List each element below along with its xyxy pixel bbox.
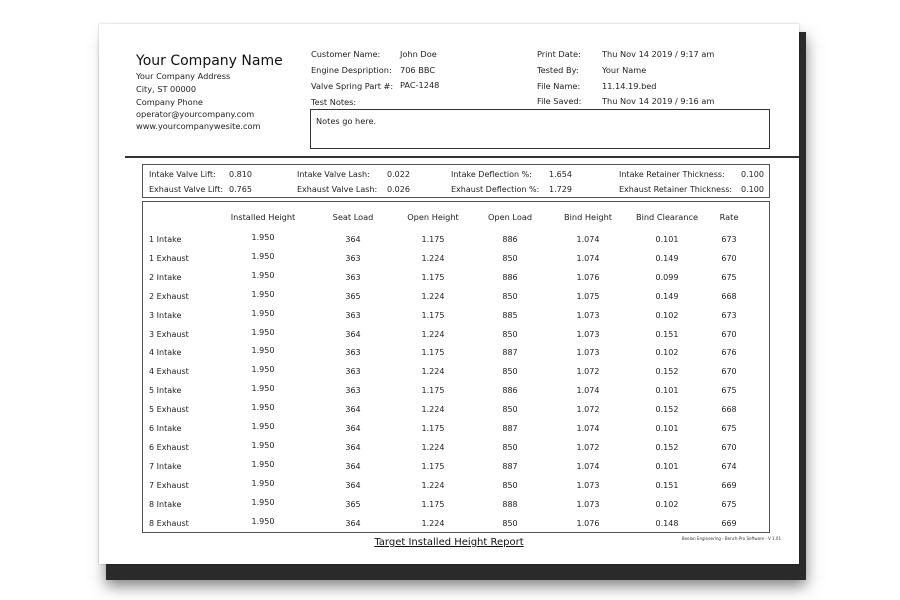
table-cell: 1.076	[576, 272, 600, 282]
table-cell: 1.950	[251, 478, 275, 488]
table-cell: 675	[721, 386, 737, 396]
table-cell: 850	[502, 367, 518, 377]
table-cell: 363	[345, 272, 361, 282]
exhaust-deflection-value: 1.729	[549, 185, 572, 194]
row-label: 7 Exhaust	[149, 480, 189, 490]
software-credit: Beelan Engineering - Bench-Pro Software - V 1.01	[681, 536, 781, 541]
table-cell: 886	[502, 272, 518, 282]
spring-part-value: PAC-1248	[400, 80, 440, 90]
table-cell: 1.175	[421, 424, 445, 433]
table-cell: 1.950	[251, 346, 275, 356]
table-cell: 668	[721, 405, 737, 415]
table-cell: 363	[345, 367, 361, 377]
table-cell: 1.224	[421, 253, 445, 263]
engine-description-label: Engine Despription:	[311, 65, 392, 75]
table-cell: 1.950	[251, 233, 275, 242]
table-cell: 1.073	[576, 499, 600, 509]
column-header: Seat Load	[332, 212, 374, 222]
table-cell: 1.224	[421, 291, 445, 301]
table-cell: 363	[345, 310, 361, 320]
table-cell: 885	[502, 310, 518, 320]
row-label: 6 Exhaust	[149, 442, 189, 452]
table-cell: 0.151	[655, 329, 679, 339]
exhaust-retainer-value: 0.100	[741, 185, 764, 194]
column-header: Bind Height	[564, 212, 612, 222]
table-cell: 0.102	[655, 310, 679, 320]
table-cell: 0.152	[655, 367, 679, 377]
table-cell: 364	[345, 235, 361, 244]
intake-retainer-value: 0.100	[741, 170, 764, 179]
table-cell: 1.950	[251, 270, 275, 280]
row-label: 4 Exhaust	[149, 367, 189, 377]
table-cell: 364	[345, 461, 361, 471]
table-cell: 1.073	[576, 480, 600, 490]
exhaust-retainer-label: Exhaust Retainer Thickness:	[619, 185, 733, 194]
customer-name-label: Customer Name:	[311, 49, 381, 59]
table-cell: 675	[721, 424, 737, 433]
table-cell: 0.152	[655, 405, 679, 415]
exhaust-lift-value: 0.765	[229, 185, 252, 194]
table-cell: 1.224	[421, 480, 445, 490]
row-label: 8 Intake	[149, 499, 182, 509]
table-cell: 886	[502, 235, 518, 244]
table-cell: 1.224	[421, 329, 445, 339]
table-cell: 0.148	[655, 518, 679, 528]
test-notes-box	[310, 109, 770, 149]
table-cell: 1.073	[576, 329, 600, 339]
table-cell: 364	[345, 329, 361, 339]
table-cell: 1.950	[251, 440, 275, 450]
intake-lash-label: Intake Valve Lash:	[297, 170, 370, 179]
table-cell: 850	[502, 405, 518, 415]
table-cell: 1.076	[576, 518, 600, 528]
file-saved-label: File Saved:	[537, 96, 582, 106]
table-cell: 363	[345, 348, 361, 358]
table-cell: 1.072	[576, 405, 600, 415]
intake-lift-label: Intake Valve Lift:	[149, 170, 216, 179]
table-cell: 1.950	[251, 289, 275, 299]
table-cell: 1.175	[421, 499, 445, 509]
print-date-value: Thu Nov 14 2019 / 9:17 am	[602, 49, 715, 59]
table-cell: 364	[345, 518, 361, 528]
table-cell: 0.099	[655, 272, 679, 282]
spring-part-label: Valve Spring Part #:	[311, 81, 394, 91]
table-cell: 886	[502, 386, 518, 396]
table-cell: 364	[345, 442, 361, 452]
table-cell: 1.224	[421, 405, 445, 415]
table-cell: 1.072	[576, 367, 600, 377]
table-cell: 887	[502, 461, 518, 471]
table-cell: 1.074	[576, 424, 600, 433]
company-website: www.yourcompanywesite.com	[136, 121, 261, 131]
report-page	[99, 24, 799, 564]
row-label: 2 Intake	[149, 272, 182, 282]
table-cell: 887	[502, 348, 518, 358]
table-cell: 1.072	[576, 442, 600, 452]
intake-deflection-label: Intake Deflection %:	[451, 170, 532, 179]
table-cell: 0.149	[655, 253, 679, 263]
report-title: Target Installed Height Report	[374, 537, 524, 548]
table-cell: 850	[502, 518, 518, 528]
column-header: Installed Height	[230, 212, 296, 222]
column-header: Rate	[719, 212, 739, 222]
table-cell: 669	[721, 518, 737, 528]
column-header: Open Load	[487, 212, 533, 222]
table-cell: 850	[502, 253, 518, 263]
table-cell: 0.101	[655, 386, 679, 396]
table-cell: 1.224	[421, 442, 445, 452]
exhaust-lash-value: 0.026	[387, 185, 410, 194]
table-cell: 1.074	[576, 235, 600, 244]
table-cell: 0.149	[655, 291, 679, 301]
row-label: 4 Intake	[149, 348, 182, 358]
table-cell: 364	[345, 480, 361, 490]
row-label: 1 Exhaust	[149, 253, 189, 263]
file-name-label: File Name:	[537, 81, 581, 91]
table-cell: 364	[345, 405, 361, 415]
table-cell: 675	[721, 272, 737, 282]
table-cell: 673	[721, 310, 737, 320]
table-cell: 0.101	[655, 424, 679, 433]
row-label: 5 Exhaust	[149, 405, 189, 415]
table-cell: 1.075	[576, 291, 600, 301]
table-cell: 675	[721, 499, 737, 509]
exhaust-lash-label: Exhaust Valve Lash:	[297, 185, 378, 194]
table-cell: 365	[345, 499, 361, 509]
table-cell: 0.102	[655, 348, 679, 358]
table-cell: 0.102	[655, 499, 679, 509]
table-cell: 1.950	[251, 384, 275, 394]
table-cell: 1.175	[421, 348, 445, 358]
test-notes-text: Notes go here.	[316, 116, 377, 126]
table-cell: 1.950	[251, 365, 275, 375]
column-header: Open Height	[407, 212, 459, 222]
table-cell: 1.073	[576, 310, 600, 320]
table-cell: 1.175	[421, 386, 445, 396]
results-table	[142, 201, 770, 533]
company-city: City, ST 00000	[136, 84, 197, 94]
table-cell: 363	[345, 253, 361, 263]
row-label: 5 Intake	[149, 386, 182, 396]
intake-lift-value: 0.810	[229, 170, 252, 179]
company-email: operator@yourcompany.com	[136, 109, 255, 119]
table-cell: 670	[721, 253, 737, 263]
file-name-value: 11.14.19.bed	[602, 81, 657, 91]
table-cell: 850	[502, 480, 518, 490]
exhaust-lift-label: Exhaust Valve Lift:	[149, 185, 224, 194]
header-divider	[125, 156, 799, 158]
tested-by-value: Your Name	[602, 65, 647, 75]
test-notes-label: Test Notes:	[311, 97, 357, 107]
tested-by-label: Tested By:	[537, 65, 579, 75]
table-cell: 1.224	[421, 518, 445, 528]
table-cell: 669	[721, 480, 737, 490]
table-cell: 850	[502, 291, 518, 301]
row-label: 6 Intake	[149, 424, 182, 433]
print-date-label: Print Date:	[537, 49, 581, 59]
row-label: 2 Exhaust	[149, 291, 189, 301]
table-cell: 0.151	[655, 480, 679, 490]
table-cell: 673	[721, 235, 737, 244]
table-cell: 1.224	[421, 367, 445, 377]
exhaust-deflection-label: Exhaust Deflection %:	[451, 185, 540, 194]
row-label: 3 Intake	[149, 310, 182, 320]
table-cell: 364	[345, 424, 361, 433]
table-cell: 0.101	[655, 235, 679, 244]
table-cell: 1.950	[251, 308, 275, 318]
company-address: Your Company Address	[136, 71, 231, 81]
customer-name-value: John Doe	[400, 49, 437, 59]
table-cell: 670	[721, 367, 737, 377]
table-cell: 1.175	[421, 461, 445, 471]
table-cell: 1.175	[421, 272, 445, 282]
engine-description-value: 706 BBC	[400, 65, 436, 75]
table-cell: 1.950	[251, 422, 275, 431]
table-cell: 1.950	[251, 251, 275, 261]
table-cell: 1.950	[251, 497, 275, 507]
table-cell: 668	[721, 291, 737, 301]
table-cell: 1.950	[251, 403, 275, 413]
column-header: Bind Clearance	[635, 212, 699, 222]
test-parameters	[142, 164, 770, 198]
table-cell: 1.073	[576, 348, 600, 358]
table-cell: 888	[502, 499, 518, 509]
table-cell: 674	[721, 461, 737, 471]
table-cell: 0.152	[655, 442, 679, 452]
company-phone: Company Phone	[136, 97, 203, 107]
table-cell: 676	[721, 348, 737, 358]
company-name: Your Company Name	[136, 53, 283, 69]
row-label: 8 Exhaust	[149, 518, 189, 528]
file-saved-value: Thu Nov 14 2019 / 9:16 am	[602, 96, 715, 106]
table-cell: 1.175	[421, 235, 445, 244]
table-cell: 365	[345, 291, 361, 301]
table-cell: 0.101	[655, 461, 679, 471]
table-cell: 1.950	[251, 516, 275, 526]
table-cell: 363	[345, 386, 361, 396]
row-label: 3 Exhaust	[149, 329, 189, 339]
table-cell: 1.175	[421, 310, 445, 320]
table-cell: 1.074	[576, 386, 600, 396]
table-cell: 1.074	[576, 253, 600, 263]
intake-lash-value: 0.022	[387, 170, 410, 179]
table-cell: 1.074	[576, 461, 600, 471]
row-label: 1 Intake	[149, 235, 182, 244]
intake-deflection-value: 1.654	[549, 170, 572, 179]
table-cell: 670	[721, 442, 737, 452]
table-cell: 850	[502, 442, 518, 452]
row-label: 7 Intake	[149, 461, 182, 471]
table-cell: 1.950	[251, 459, 275, 469]
table-cell: 670	[721, 329, 737, 339]
intake-retainer-label: Intake Retainer Thickness:	[619, 170, 725, 179]
table-cell: 887	[502, 424, 518, 433]
table-cell: 1.950	[251, 327, 275, 337]
table-cell: 850	[502, 329, 518, 339]
